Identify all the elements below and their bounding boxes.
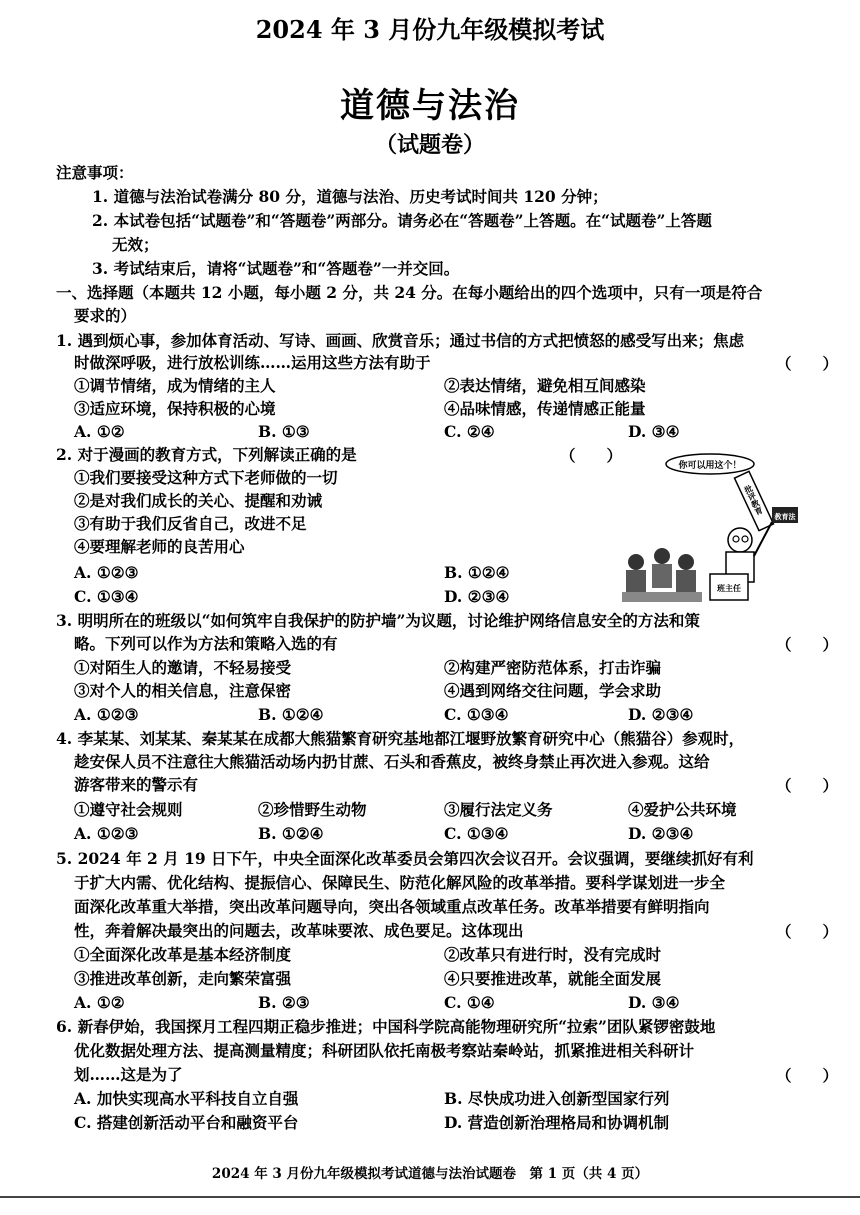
q1-stem: 1. 遇到烦心事，参加体育活动、写诗、画画、欣赏音乐；通过书信的方式把愤怒的感受写出来；焦虑 xyxy=(56,331,745,350)
q1-statement-3: ③适应环境，保持积极的心境 xyxy=(74,399,276,418)
note-item: 3. 考试结束后，请将“试题卷”和“答题卷”一并交回。 xyxy=(92,259,460,278)
q1-option-d: D. ③④ xyxy=(628,422,680,441)
q4-statement-3: ③履行法定义务 xyxy=(444,800,553,819)
note-item: 无效； xyxy=(112,235,159,254)
students-group xyxy=(622,548,702,602)
section-heading: 一、选择题（本题共 12 小题，每小题 2 分，共 24 分。在每小题给出的四个选项中，只有一项是符合 xyxy=(56,283,763,302)
q2-option-a: A. ①②③ xyxy=(74,563,139,582)
q3-stem-cont: 略。下列可以作为方法和策略入选的有 xyxy=(74,634,338,653)
notes-heading: 注意事项： xyxy=(56,163,134,182)
q4-statement-1: ①遵守社会规则 xyxy=(74,800,183,819)
q1-statement-1: ①调节情绪，成为情绪的主人 xyxy=(74,376,276,395)
q5-option-b: B. ②③ xyxy=(258,993,310,1012)
criticism-sign-text: 批评教育 xyxy=(742,483,765,517)
q2-option-b: B. ①②④ xyxy=(444,563,510,582)
q1-stem-cont: 时做深呼吸，进行放松训练……运用这些方法有助于 xyxy=(74,353,431,372)
exam-title: 2024 年 3 月份九年级模拟考试 xyxy=(255,15,605,44)
q5-option-d: D. ③④ xyxy=(628,993,680,1012)
q3-option-c: C. ①③④ xyxy=(444,705,509,724)
q1-option-c: C. ②④ xyxy=(444,422,495,441)
q5-stem-cont: 面深化改革重大举措，突出改革问题导向，突出各领域重点改革任务。改革举措要有鲜明指向 xyxy=(74,897,710,916)
q6-option-b: B. 尽快成功进入创新型国家行列 xyxy=(444,1089,670,1108)
q2-stem: 2. 对于漫画的教育方式，下列解读正确的是 xyxy=(56,445,357,464)
q5-stem-cont: 于扩大内需、优化结构、提振信心、保障民生、防范化解风险的改革举措。要科学谋划进一步全 xyxy=(74,873,726,892)
q3-stem: 3. 明明所在的班级以“如何筑牢自我保护的防护墙”为议题，讨论维护网络信息安全的方法和策 xyxy=(56,611,700,630)
q5-statement-1: ①全面深化改革是基本经济制度 xyxy=(74,945,292,964)
q2-option-c: C. ①③④ xyxy=(74,587,139,606)
q5-statement-4: ④只要推进改革，就能全面发展 xyxy=(444,969,662,988)
q3-statement-3: ③对个人的相关信息，注意保密 xyxy=(74,681,292,700)
q6-stem-cont: 划……这是为了 xyxy=(74,1065,183,1084)
bottom-rule xyxy=(0,1196,860,1198)
q2-statement-1: ①我们要接受这种方式下老师做的一切 xyxy=(74,468,338,487)
q3-option-a: A. ①②③ xyxy=(74,705,139,724)
q2-answer-bracket: （ ） xyxy=(560,446,623,465)
q4-option-a: A. ①②③ xyxy=(74,824,139,843)
paper-type: （试题卷） xyxy=(374,132,485,158)
q5-stem: 5. 2024 年 2 月 19 日下午，中央全面深化改革委员会第四次会议召开。会议强调，要继续抓好有利 xyxy=(56,849,754,868)
q3-statement-2: ②构建严密防范体系，打击诈骗 xyxy=(444,658,662,677)
q4-stem: 4. 李某某、刘某某、秦某某在成都大熊猫繁育研究基地都江堰野放繁育研究中心（熊猫谷）参观时， xyxy=(56,729,745,748)
q5-statement-2: ②改革只有进行时，没有完成时 xyxy=(444,945,662,964)
note-item: 1. 道德与法治试卷满分 80 分，道德与法治、历史考试时间共 120 分钟； xyxy=(92,187,608,206)
q3-statement-1: ①对陌生人的邀请，不轻易接受 xyxy=(74,658,292,677)
q4-answer-bracket: （ ） xyxy=(776,776,839,795)
q4-stem-cont: 游客带来的警示有 xyxy=(74,775,199,794)
q4-statement-4: ④爱护公共环境 xyxy=(628,800,737,819)
q5-statement-3: ③推进改革创新，走向繁荣富强 xyxy=(74,969,292,988)
q4-option-b: B. ①②④ xyxy=(258,824,324,843)
teacher-desk-text: 班主任 xyxy=(717,584,741,593)
q6-answer-bracket: （ ） xyxy=(776,1066,839,1085)
page-footer: 2024 年 3 月份九年级模拟考试道德与法治试题卷 第 1 页（共 4 页） xyxy=(211,1166,649,1182)
speech-bubble-text: 你可以用这个！ xyxy=(678,461,742,471)
q3-answer-bracket: （ ） xyxy=(776,635,839,654)
q4-statement-2: ②珍惜野生动物 xyxy=(258,800,367,819)
q4-option-d: D. ②③④ xyxy=(628,824,694,843)
q1-statement-4: ④品味情感，传递情感正能量 xyxy=(444,399,646,418)
q1-option-b: B. ①③ xyxy=(258,422,310,441)
q3-option-d: D. ②③④ xyxy=(628,705,694,724)
law-book-text: 教育法 xyxy=(774,513,796,521)
q1-answer-bracket: （ ） xyxy=(776,354,839,373)
q2-statement-4: ④要理解老师的良苦用心 xyxy=(74,537,245,556)
q5-stem-cont: 性，奔着解决最突出的问题去，改革味要浓、成色要足。这体现出 xyxy=(74,921,524,940)
q4-option-c: C. ①③④ xyxy=(444,824,509,843)
q3-option-b: B. ①②④ xyxy=(258,705,324,724)
q3-statement-4: ④遇到网络交往问题，学会求助 xyxy=(444,681,662,700)
q6-stem: 6. 新春伊始，我国探月工程四期正稳步推进；中国科学院高能物理研究所“拉索”团队紧锣密鼓地 xyxy=(56,1017,716,1036)
q2-statement-3: ③有助于我们反省自己，改进不足 xyxy=(74,514,307,533)
q2-option-d: D. ②③④ xyxy=(444,587,510,606)
q2-statement-2: ②是对我们成长的关心、提醒和劝诫 xyxy=(74,491,323,510)
q4-stem-cont: 趁安保人员不注意往大熊猫活动场内扔甘蔗、石头和香蕉皮，被终身禁止再次进入参观。这给 xyxy=(74,752,710,771)
note-item: 2. 本试卷包括“试题卷”和“答题卷”两部分。请务必在“答题卷”上答题。在“试题卷”上答题 xyxy=(92,211,712,230)
q1-statement-2: ②表达情绪，避免相互间感染 xyxy=(444,376,646,395)
q6-option-c: C. 搭建创新活动平台和融资平台 xyxy=(74,1113,299,1132)
q5-option-a: A. ①② xyxy=(74,993,125,1012)
q2-cartoon-illustration xyxy=(622,452,800,604)
q6-stem-cont: 优化数据处理方法、提高测量精度；科研团队依托南极考察站秦岭站，抓紧推进相关科研计 xyxy=(74,1041,695,1060)
section-heading-cont: 要求的） xyxy=(74,306,137,325)
q6-option-d: D. 营造创新治理格局和协调机制 xyxy=(444,1113,670,1132)
q5-answer-bracket: （ ） xyxy=(776,922,839,941)
subject-title: 道德与法治 xyxy=(340,86,520,126)
q1-option-a: A. ①② xyxy=(74,422,125,441)
q6-option-a: A. 加快实现高水平科技自立自强 xyxy=(74,1089,299,1108)
q5-option-c: C. ①④ xyxy=(444,993,495,1012)
